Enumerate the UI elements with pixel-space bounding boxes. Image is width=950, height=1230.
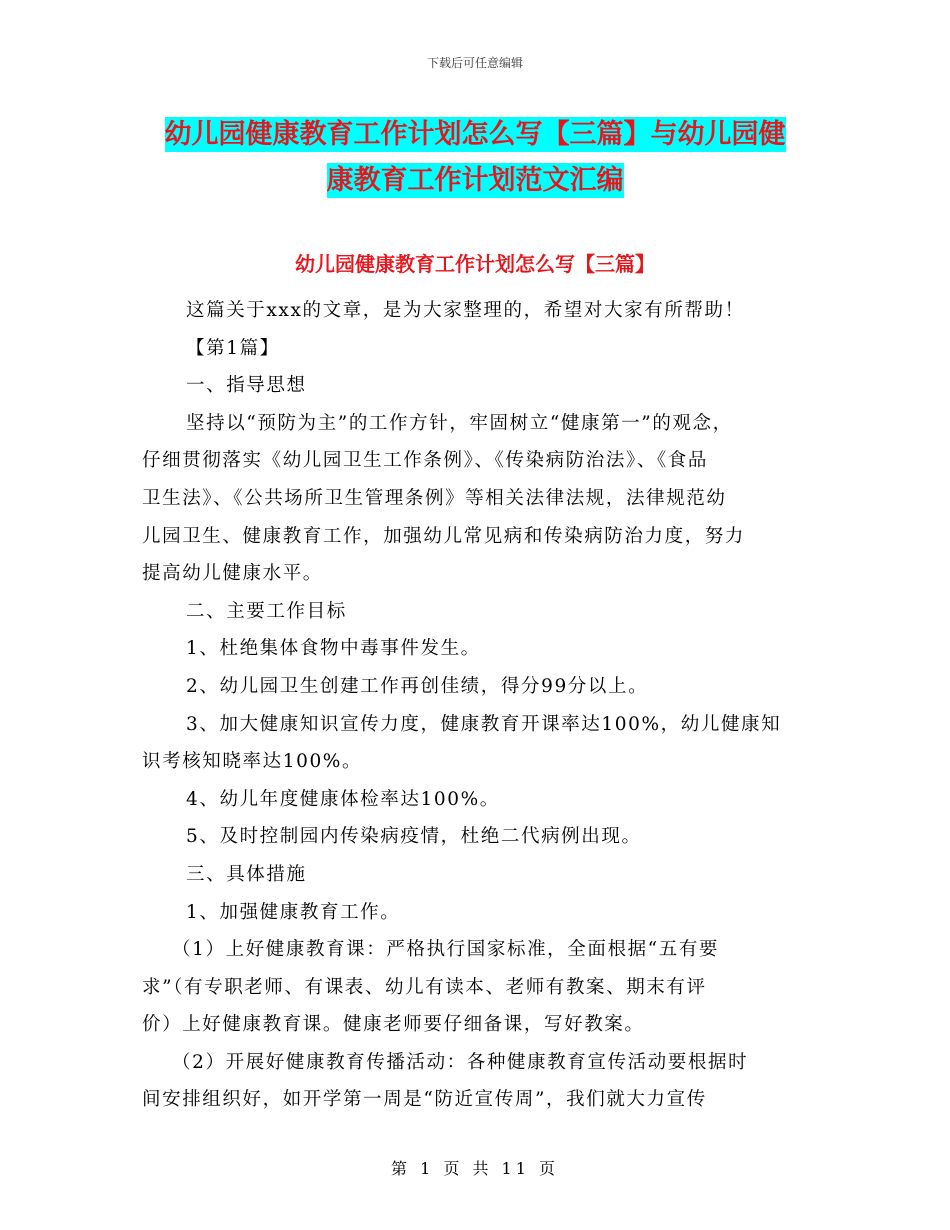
header-note: 下载后可任意编辑 (426, 56, 523, 70)
body-line: 【第1篇】 (186, 337, 280, 359)
document-body (142, 292, 808, 1119)
section-title: 幼儿园健康教育工作计划怎么写【三篇】 (295, 252, 655, 276)
body-line: 卫生法》、《公共场所卫生管理条例》等相关法律法规，法律规范幼 (142, 487, 727, 509)
body-line: 坚持以“预防为主”的工作方针，牢固树立“健康第一”的观念， (186, 412, 733, 434)
body-line: 提高幼儿健康水平。 (142, 563, 323, 585)
body-line: 5、及时控制园内传染病疫情，杜绝二代病例出现。 (186, 826, 642, 848)
body-line: 1、杜绝集体食物中毒事件发生。 (186, 638, 481, 660)
body-line: 2、幼儿园卫生创建工作再创佳绩，得分99分以上。 (186, 675, 649, 697)
body-line: 1、加强健康教育工作。 (186, 901, 401, 923)
body-line: （1）上好健康教育课：严格执行国家标准，全面根据“五有要 (172, 939, 720, 961)
body-line: 这篇关于xxx的文章，是为大家整理的，希望对大家有所帮助！ (186, 300, 745, 321)
body-line: 儿园卫生、健康教育工作，加强幼儿常见病和传染病防治力度，努力 (142, 525, 746, 547)
body-line: 4、幼儿年度健康体检率达100%。 (186, 788, 500, 810)
document-title-line-1 (0, 112, 950, 151)
body-line: 识考核知晓率达100%。 (142, 751, 363, 773)
body-line: 仔细贯彻落实《幼儿园卫生工作条例》、《传染病防治法》、《食品 (142, 450, 709, 472)
body-line: 价）上好健康教育课。健康老师要仔细备课，写好教案。 (142, 1014, 645, 1036)
body-line: 间安排组织好，如开学第一周是“防近宣传周”，我们就大力宣传 (142, 1089, 707, 1111)
body-line: 一、指导思想 (186, 375, 307, 397)
title-text-1: 幼儿园健康教育工作计划怎么写【三篇】与幼儿园健 (164, 119, 786, 150)
page-footer: 第 1 页 共 11 页 (391, 1159, 559, 1178)
body-line: 求”（有专职老师、有课表、幼儿有读本、老师有教案、期末有评 (142, 976, 707, 998)
body-line: 三、具体措施 (186, 863, 307, 885)
title-text-2: 康教育工作计划范文汇编 (326, 165, 624, 196)
body-line: （2）开展好健康教育传播活动：各种健康教育宣传活动要根据时 (172, 1051, 749, 1073)
body-line: 3、加大健康知识宣传力度，健康教育开课率达100%，幼儿健康知 (186, 713, 782, 735)
body-line: 二、主要工作目标 (186, 600, 347, 622)
document-title-line-2 (0, 158, 950, 197)
